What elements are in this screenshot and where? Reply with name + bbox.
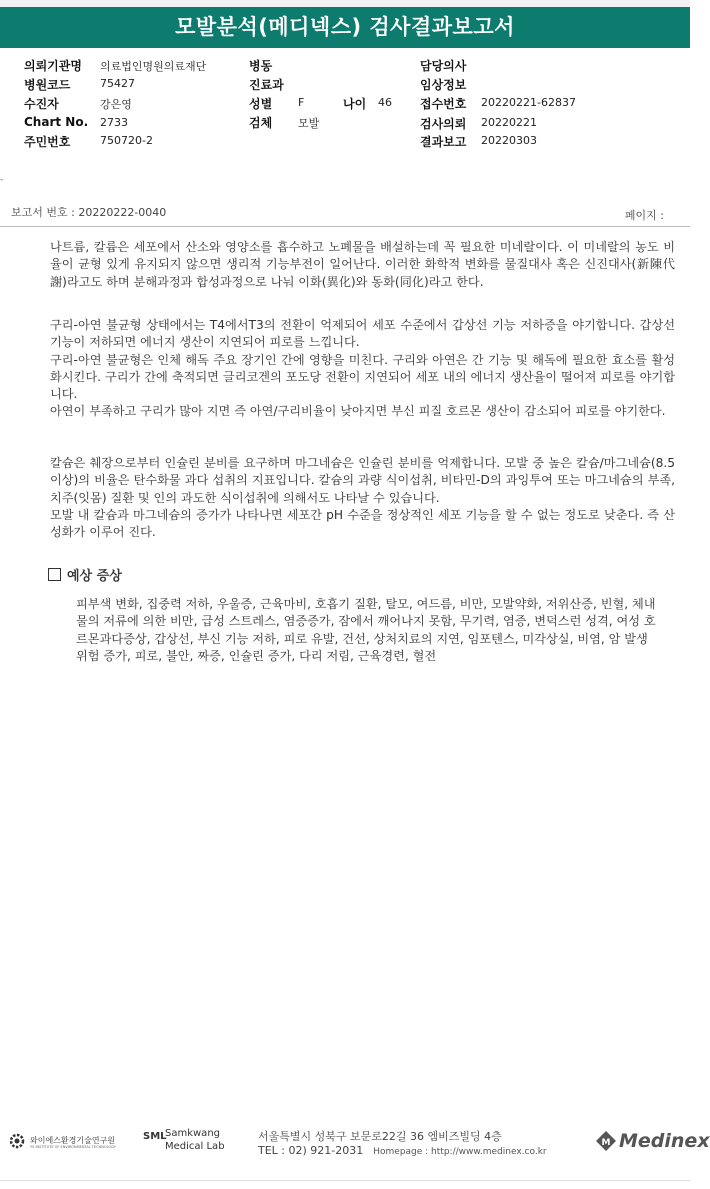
doctor-label: 담당의사 [420, 59, 467, 73]
hospital-code-label: 병원코드 [24, 78, 71, 92]
specimen-value: 모발 [298, 117, 320, 130]
medical-lab-name: Medical Lab [165, 1141, 225, 1152]
request-label: 검사의뢰 [420, 117, 467, 131]
age-value: 46 [378, 96, 392, 109]
section-title: 예상 증상 [67, 569, 122, 584]
sex-label: 성별 [249, 97, 273, 111]
ys-institute-subtitle: YS INSTITUTE OF ENVIRONMENTAL TECHNOLOGY [30, 1145, 116, 1149]
org-value: 의료법인명원의료재단 [100, 60, 207, 73]
request-value: 20220221 [481, 116, 537, 129]
patient-header [0, 48, 690, 158]
top-strip [0, 0, 690, 7]
paragraph-text: 구리-아연 불균형은 인체 해독 주요 장기인 간에 영향을 미친다. 구리와 아연은 간 기능 및 해독에 필요한 효소를 활성화시킨다. 구리가 간에 축적되면 글리코겐의 포도당 전환이 지연되어 세포 내의 에너지 생산율이 떨어져 피로를 야기합니다. [50, 352, 675, 402]
small-mark: - [0, 175, 4, 185]
page-number: 페이지 : [624, 209, 664, 222]
receipt-label: 접수번호 [420, 97, 467, 111]
hospital-code-value: 75427 [100, 77, 135, 90]
org-label: 의뢰기관명 [24, 59, 82, 73]
footer-address: 서울특별시 성북구 보문로22길 36 엠비즈빌딩 4층 [258, 1130, 502, 1143]
collector-label: 수진자 [24, 97, 59, 111]
section-heading [48, 565, 122, 584]
divider [0, 226, 690, 227]
paragraph-text: 아연이 부족하고 구리가 많아 지면 즉 아연/구리비율이 낮아지면 부신 피질 호르몬 생산이 감소되어 피로를 야기한다. [50, 404, 666, 419]
paragraph-text: 나트륨, 칼륨은 세포에서 산소와 영양소를 흡수하고 노폐물을 배설하는데 꼭 필요한 미네랄이다. 이 미네랄의 농도 비율이 균형 있게 유지되지 않으면 생리적 기능부전이 일어난다. 이러한 화학적 변화를 물질대사 혹은 신진대사(新陳代謝)라고도 하며 분해과정과 합성과정으로 나눠 이화(異化)와 동화(同化)라고 한다. [50, 240, 675, 289]
paragraph-text: 구리-아연 불균형 상태에서는 T4에서T3의 전환이 억제되어 세포 수준에서 갑상선 기능 저하증을 야기합니다. 갑상선 기능이 저하되면 에너지 생산이 지연되어 피로를 느낍니다. [50, 318, 675, 350]
symptom-list: 피부색 변화, 집중력 저하, 우울증, 근육마비, 호흡기 질환, 탈모, 여드름, 비만, 모발약화, 저위산증, 빈혈, 체내 물의 저류에 의한 비만, 급성 스트레스, 염증증가, 잠에서 깨어나지 못함, 무기력, 염증, 변덕스런 성격, 여성 호르몬과다증상, 갑상선, 부신 기능 저하, 피로 유발, 건선, 상처치료의 지연, 임포텐스, 미각상실, 비염, 암 발생 위험 증가, 피로, 불안, 짜증, 인슐린 증가, 다리 저림, 근육경련, 혈전 [76, 597, 656, 663]
paragraph-copper-zinc [50, 317, 675, 421]
samkwang-name: Samkwang [165, 1128, 220, 1139]
footer-tel: TEL : 02) 921-2031 [258, 1144, 364, 1157]
medinex-emblem-icon [595, 1130, 617, 1152]
sex-value: F [298, 96, 305, 109]
footer [0, 1115, 710, 1175]
ward-label: 병동 [249, 59, 273, 73]
bottom-divider [0, 1180, 690, 1181]
gear-logo-icon [8, 1132, 26, 1150]
chart-label: Chart No. [24, 115, 89, 129]
paragraph-calcium-magnesium [50, 455, 675, 541]
ys-institute-name: 와이에스환경기술연구원 [30, 1136, 116, 1145]
clinical-label: 임상정보 [420, 78, 467, 92]
paragraph-text: 모발 내 칼슘과 마그네슘의 증가가 나타나면 세포간 pH 수준을 정상적인 세포 기능을 할 수 없는 정도로 낮춘다. 즉 산성화가 이루어 진다. [50, 507, 675, 540]
ys-institute-logo [8, 1132, 118, 1154]
age-label: 나이 [343, 97, 367, 111]
paragraph-text: 칼슘은 췌장으로부터 인슐린 분비를 요구하며 마그네슘은 인슐린 분비를 억제합니다. 모발 중 높은 칼슘/마그네슘(8.5이상)의 비율은 탄수화물 과다 섭취의 지표입니다. 칼슘의 과량 식이섭취, 비타민-D의 과잉투여 또는 마그네슘의 부족, 치주(잇몸) 질환 및 인의 과도한 식이섭취에 의해서도 나타날 수 있습니다. [50, 456, 675, 505]
id-value: 750720-2 [100, 134, 153, 147]
svg-text:M: M [601, 1138, 611, 1148]
report-title: 모발분석(메디넥스) 검사결과보고서 [0, 7, 690, 48]
checkbox-square-icon [48, 568, 61, 581]
footer-contact [258, 1144, 547, 1157]
medinex-wordmark: Medinex [619, 1130, 710, 1152]
report-date-value: 20220303 [481, 134, 537, 147]
paragraph-minerals [50, 239, 675, 291]
sml-mark: SML [143, 1131, 167, 1142]
medinex-logo [595, 1130, 710, 1156]
specimen-label: 검체 [249, 116, 273, 130]
receipt-value: 20220221-62837 [481, 96, 576, 109]
report-date-label: 결과보고 [420, 135, 467, 149]
id-label: 주민번호 [24, 135, 71, 149]
chart-value: 2733 [100, 116, 128, 129]
collector-value: 강은영 [100, 98, 132, 111]
footer-homepage: Homepage : http://www.medinex.co.kr [373, 1147, 547, 1157]
dept-label: 진료과 [249, 78, 284, 92]
report-number: 보고서 번호 : 20220222-0040 [11, 206, 167, 219]
